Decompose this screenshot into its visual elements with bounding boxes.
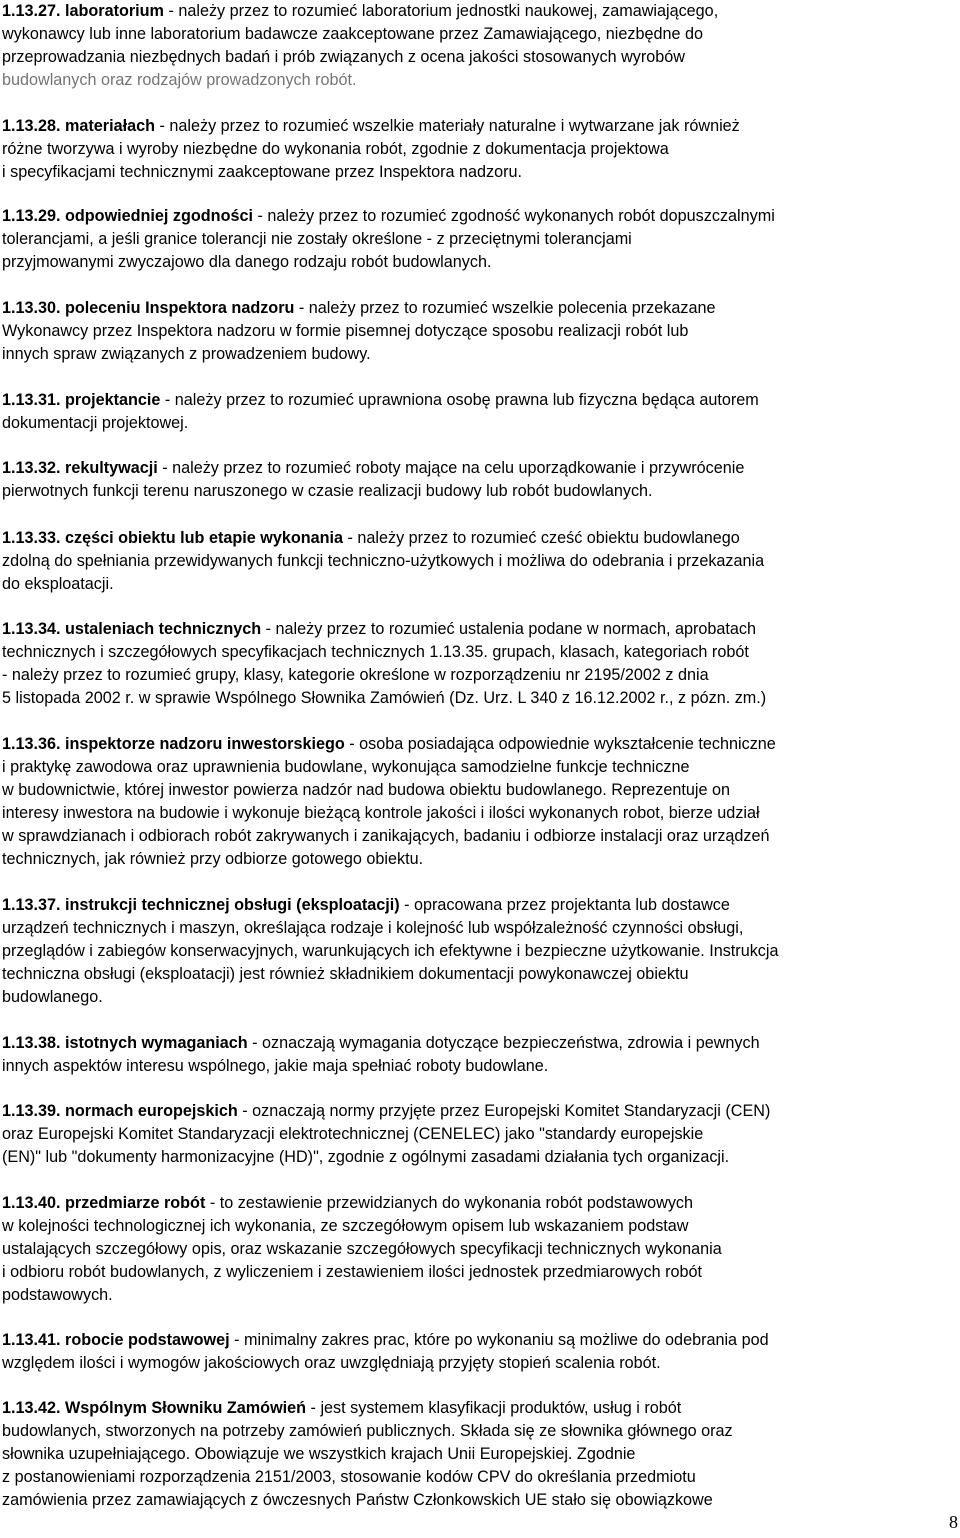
definition-text: w budownictwie, której inwestor powierza nadzór nad budowa obiektu budowlanego. Reprezentuje on: [2, 781, 730, 799]
definition-poleceniu-inspektora: [2, 297, 715, 366]
definition-text: - opracowana przez projektanta lub dostawce: [399, 896, 730, 914]
definition-number: 1.13.37.: [2, 896, 61, 914]
definition-text: budowlanego.: [2, 988, 103, 1006]
definition-term: rekultywacji: [65, 459, 158, 477]
definition-number: 1.13.31.: [2, 391, 61, 409]
definition-text: budowlanych, stworzonych na potrzeby zamówień publicznych. Składa się ze słownika głównego oraz: [2, 1422, 733, 1440]
definition-number: 1.13.27.: [2, 2, 61, 20]
definition-text: interesy inwestora na budowie i wykonuje bieżącą kontrole jakości i ilości wykonanych robot, bierze udział: [2, 804, 760, 822]
definition-text: - należy przez to rozumieć zgodność wykonanych robót dopuszczalnymi: [252, 207, 775, 225]
definition-text: - należy przez to rozumieć laboratorium jednostki naukowej, zamawiającego,: [163, 2, 719, 20]
definition-term: inspektorze nadzoru inwestorskiego: [65, 735, 345, 753]
definition-text: oraz Europejski Komitet Standaryzacji elektrotechnicznej (CENELEC) jako "standardy europejskie: [2, 1125, 704, 1143]
definition-text: w sprawdzianach i odbiorach robót zakrywanych i zanikających, badaniu i odbiorze instalacji oraz urządzeń: [2, 827, 770, 845]
definition-istotnych-wymaganiach: [2, 1032, 760, 1078]
definition-text: Wykonawcy przez Inspektora nadzoru w formie pisemnej dotyczące sposobu realizacji robót lub: [2, 322, 689, 340]
definition-term: poleceniu Inspektora nadzoru: [65, 299, 295, 317]
definition-term: Wspólnym Słowniku Zamówień: [65, 1399, 307, 1417]
definition-text: - należy przez to rozumieć grupy, klasy, kategorie określone w rozporządzeniu nr 2195/2002 z dnia: [2, 666, 709, 684]
definition-text: - należy przez to rozumieć wszelkie polecenia przekazane: [294, 299, 716, 317]
definition-text: 5 listopada 2002 r. w sprawie Wspólnego Słownika Zamówień (Dz. Urz. L 340 z 16.12.2002 r., z pózn. zm.): [2, 689, 767, 707]
definition-text: - należy przez to rozumieć ustalenia podane w normach, aprobatach: [261, 620, 757, 638]
definition-number: 1.13.39.: [2, 1102, 61, 1120]
definition-text: względem ilości i wymogów jakościowych oraz uwzględniają przyjęty stopień scalenia robót.: [2, 1354, 661, 1372]
definition-number: 1.13.38.: [2, 1034, 61, 1052]
definition-instrukcji-technicznej: [2, 894, 779, 1009]
definition-number: 1.13.36.: [2, 735, 61, 753]
definition-text: urządzeń technicznych i maszyn, określająca rodzaje i kolejność lub współzależność czynności obsługi,: [2, 919, 744, 937]
definition-term: części obiektu lub etapie wykonania: [65, 529, 343, 547]
definition-text: z postanowieniami rozporządzenia 2151/2003, stosowanie kodów CPV do określania przedmiotu: [2, 1468, 696, 1486]
definition-text: - oznaczają wymagania dotyczące bezpieczeństwa, zdrowia i pewnych: [247, 1034, 760, 1052]
definition-text: słownika uzupełniającego. Obowiązuje we wszystkich krajach Unii Europejskiej. Zgodnie: [2, 1445, 636, 1463]
definition-robocie-podstawowej: [2, 1329, 769, 1375]
definition-number: 1.13.41.: [2, 1331, 61, 1349]
definition-term: ustaleniach technicznych: [65, 620, 262, 638]
definition-text: przeprowadzania niezbędnych badań i prób związanych z ocena jakości stosowanych wyrobów: [2, 48, 685, 66]
definition-number: 1.13.30.: [2, 299, 61, 317]
definition-text: i praktykę zawodowa oraz uprawnienia budowlane, wykonująca samodzielne funkcje techniczne: [2, 758, 690, 776]
page-number: 8: [949, 1512, 958, 1532]
definition-text: dokumentacji projektowej.: [2, 414, 189, 432]
definition-text: - należy przez to rozumieć uprawniona osobę prawna lub fizyczna będąca autorem: [160, 391, 759, 409]
definition-text: i odbioru robót budowlanych, z wyliczeniem i zestawieniem ilości jednostek przedmiarowych robót: [2, 1263, 702, 1281]
definition-przedmiarze-robot: [2, 1192, 722, 1307]
definition-text: - jest systemem klasyfikacji produktów, usług i robót: [306, 1399, 682, 1417]
definition-text: przyjmowanymi zwyczajowo dla danego rodzaju robót budowlanych.: [2, 253, 492, 271]
definition-projektancie: [2, 389, 759, 435]
definition-term: materiałach: [65, 117, 155, 135]
definition-term: normach europejskich: [65, 1102, 238, 1120]
definition-text: w kolejności technologicznej ich wykonania, ze szczegółowym opisem lub wskazaniem podstaw: [2, 1217, 689, 1235]
definition-term: instrukcji technicznej obsługi (eksploatacji): [65, 896, 400, 914]
definition-text: - należy przez to rozumieć roboty mające na celu uporządkowanie i przywrócenie: [157, 459, 745, 477]
definition-number: 1.13.33.: [2, 529, 61, 547]
definition-text: pierwotnych funkcji terenu naruszonego w czasie realizacji budowy lub robót budowlanych.: [2, 482, 653, 500]
definition-term: robocie podstawowej: [65, 1331, 230, 1349]
definition-normach-europejskich: [2, 1100, 770, 1169]
definition-term: laboratorium: [65, 2, 164, 20]
definition-text: podstawowych.: [2, 1286, 113, 1304]
definition-term: istotnych wymaganiach: [65, 1034, 248, 1052]
definition-text: - należy przez to rozumieć wszelkie materiały naturalne i wytwarzane jak również: [155, 117, 740, 135]
definition-materialach: [2, 115, 740, 184]
definition-text: (EN)" lub "dokumenty harmonizacyjne (HD)", zgodnie z ogólnymi zasadami działania tych organizacji.: [2, 1148, 730, 1166]
definition-number: 1.13.34.: [2, 620, 61, 638]
definition-number: 1.13.28.: [2, 117, 61, 135]
definition-text: wykonawcy lub inne laboratorium badawcze zaakceptowane przez Zamawiającego, niezbędne do: [2, 25, 703, 43]
definition-text: zdolną do spełniania przewidywanych funkcji techniczno-użytkowych i możliwa do odebrania i przekazania: [2, 552, 765, 570]
definition-text: techniczna obsługi (eksploatacji) jest również składnikiem dokumentacji powykonawczej obiektu: [2, 965, 689, 983]
definition-text: przeglądów i zabiegów konserwacyjnych, warunkujących ich efektywne i bezpieczne użytkowanie. Instrukcja: [2, 942, 779, 960]
definition-text: tolerancjami, a jeśli granice tolerancji nie zostały określone - z przeciętnymi tolerancjami: [2, 230, 632, 248]
definition-text: - minimalny zakres prac, które po wykonaniu są możliwe do odebrania pod: [229, 1331, 769, 1349]
definition-ustaleniach-technicznych: [2, 618, 766, 710]
definition-text: innych aspektów interesu wspólnego, jakie maja spełniać roboty budowlane.: [2, 1057, 549, 1075]
definition-text: różne tworzywa i wyroby niezbędne do wykonania robót, zgodnie z dokumentacja projektowa: [2, 140, 669, 158]
definition-text: zamówienia przez zamawiających z ówczesnych Państw Członkowskich UE stało się obowiązkowe: [2, 1491, 713, 1509]
definition-text: budowlanych oraz rodzajów prowadzonych robót.: [2, 71, 357, 89]
definition-text: ustalających szczegółowy opis, oraz wskazanie szczegółowych specyfikacji technicznych wykonania: [2, 1240, 722, 1258]
definition-text: technicznych i szczegółowych specyfikacjach technicznych 1.13.35. grupach, klasach, kategoriach robót: [2, 643, 749, 661]
definition-rekultywacji: [2, 457, 744, 503]
definition-term: projektancie: [65, 391, 161, 409]
definition-odpowiedniej-zgodnosci: [2, 205, 775, 274]
definition-laboratorium: [2, 0, 718, 92]
definition-wspolnym-slowniku: [2, 1397, 733, 1512]
definition-term: odpowiedniej zgodności: [65, 207, 253, 225]
definition-number: 1.13.29.: [2, 207, 61, 225]
definition-text: i specyfikacjami technicznymi zaakceptowane przez Inspektora nadzoru.: [2, 163, 523, 181]
definition-number: 1.13.40.: [2, 1194, 61, 1212]
definition-text: do eksploatacji.: [2, 575, 114, 593]
definition-text: - należy przez to rozumieć cześć obiektu budowlanego: [343, 529, 740, 547]
definition-czesci-obiektu: [2, 527, 764, 596]
definition-number: 1.13.32.: [2, 459, 61, 477]
definition-inspektorze-nadzoru: [2, 733, 776, 871]
definition-number: 1.13.42.: [2, 1399, 61, 1417]
definition-term: przedmiarze robót: [65, 1194, 206, 1212]
definition-text: - to zestawienie przewidzianych do wykonania robót podstawowych: [205, 1194, 694, 1212]
definition-text: - osoba posiadająca odpowiednie wykształcenie techniczne: [344, 735, 776, 753]
definition-text: innych spraw związanych z prowadzeniem budowy.: [2, 345, 371, 363]
definition-text: technicznych, jak również przy odbiorze gotowego obiektu.: [2, 850, 424, 868]
definition-text: - oznaczają normy przyjęte przez Europejski Komitet Standaryzacji (CEN): [237, 1102, 771, 1120]
